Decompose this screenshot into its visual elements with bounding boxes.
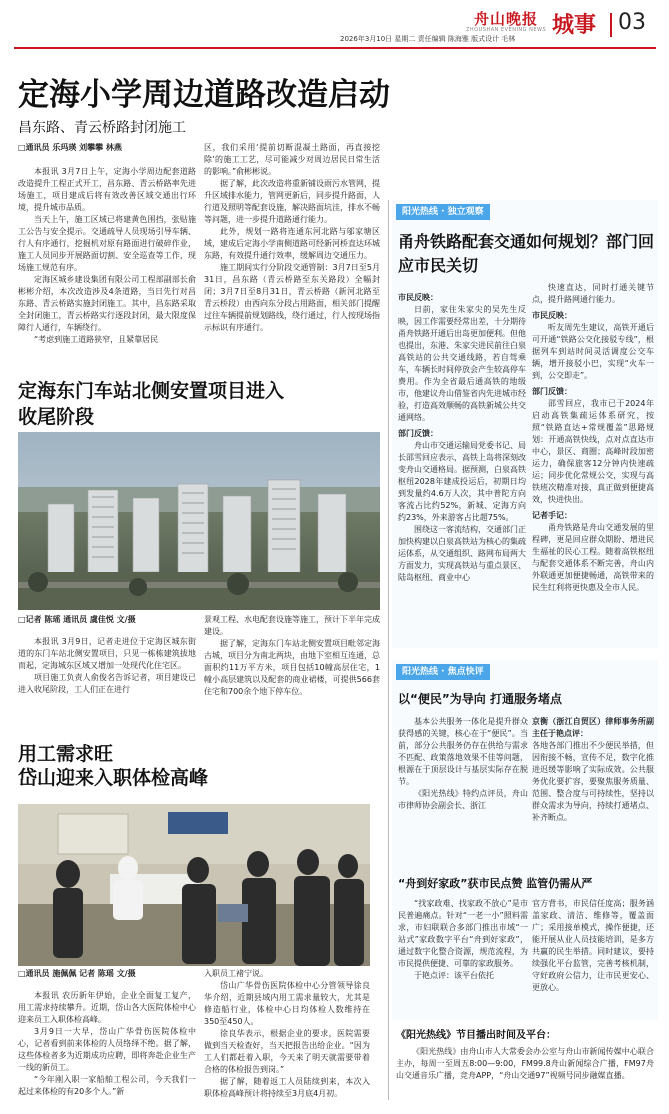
- section-tag: 阳光热线 · 焦点快评: [396, 664, 490, 680]
- paragraph: 当天上午，施工区域已将建黄色围挡，张贴施工公告与安全提示。交通疏导人员现场引导车辆、行人有序通行，挖掘机对原有路面进行破碎作业，施工人员同步开展路面切割、安全巡查等工作，现场施工规范有序。: [18, 215, 196, 272]
- right2-title: 以“便民”为导向 打通服务堵点: [398, 692, 562, 706]
- paragraph: 围绕这一客流结构，交通部门正加快构建以白泉高铁站为核心的集疏运体系，从交通组织、路网布局两大方面发力，实现高铁站与重点景区、陆岛枢纽、商业中心: [398, 525, 526, 582]
- paragraph: 入职员工褚宁说。: [204, 969, 268, 978]
- masthead-logo: 舟山晚报: [474, 10, 539, 28]
- article3-byline: □通讯员 施佩佩 记者 陈瑶 文/摄: [18, 969, 136, 978]
- paragraph: 快速直达，同时打通关键节点，提升路网通行能力。: [532, 283, 654, 304]
- broadcast-notice: [392, 1028, 658, 1108]
- masthead: [0, 0, 669, 48]
- paragraph: 岱山广华骨伤医院体检中心分管领导徐良华介绍，近期县域内用工需求量较大，尤其是修造船行业，体检中心日均体检人数维持在350至450人。: [204, 981, 370, 1026]
- paragraph: 据了解，随着返工人员陆续到来，本次入职体检高峰预计将持续至3月底4月初。: [204, 1077, 370, 1098]
- paragraph: 施工期间实行分阶段交通管制：3月7日至5月31日，昌东路（青云桥路至东关路段）全幅封闭；3月7日至8月31日，青云桥路（新河北路至青云桥段）由西向东分段占用路面，相关部门提醒过往车辆提前规划路线，绕行通过，行人按现场指示标识有序通行。: [204, 263, 380, 332]
- article3-title: 用工需求旺: [18, 743, 114, 765]
- article3-column2: [204, 968, 370, 1100]
- right2-subtitle: “舟到好家政”获市民点赞 监管仍需从严: [398, 877, 593, 890]
- paragraph: 景观工程、水电配套设施等施工，预计下半年完成建设。: [204, 615, 380, 636]
- article2-column2: [204, 614, 380, 698]
- article3-title2: 岱山迎来入职体检高峰: [18, 767, 209, 789]
- paragraph: 本报讯 农历新年伊始，企业全面复工复产，用工需求持续攀升。近期，岱山各大医院体检中心迎来员工入职体检高峰。: [18, 991, 196, 1024]
- right2-column1: [398, 716, 528, 812]
- paragraph: 于艳点评：该平台依托: [414, 971, 494, 980]
- right2-column2: [532, 716, 654, 824]
- article1-column2: [204, 142, 380, 334]
- page-number: 03: [618, 10, 646, 35]
- paragraph: 日前，家住朱家尖的吴先生反映，因工作需要经常出差，十分期待甬舟铁路开通后出岛更加便利。但他也提出，东港、朱家尖进民前往白泉高铁站的公共交通线路，若自驾乘车，车辆长时间停放会产生较高停车费用。作为全省最后通高铁的地级市，他建议舟山借鉴省内先进城市经验，打造高效顺畅的高铁新城公共交通网络。: [398, 305, 526, 422]
- masthead-logo-en: ZHOUSHAN EVENING NEWS: [466, 27, 547, 33]
- paragraph: 本报讯 3月7日上午，定海小学周边配套道路改造提升工程正式开工，昌东路、青云桥路率先进场施工，项目建成后将有效改善区域交通出行环境，提升城市品质。: [18, 167, 196, 212]
- paragraph: 项目施工负责人俞俊名告诉记者，项目建设已进入收尾阶段，工人们正在进行: [18, 673, 196, 694]
- paragraph: 各地各部门推出不少便民举措，但因衔接不畅，宣传不足，数字化推进迟缓等影响了实际成效。公共服务优化要扩容，要聚焦服务质量、范围、整合度与可持续性，坚持以群众需求为导向，持续打通堵点、补齐断点。: [532, 741, 654, 822]
- masthead-rule: [14, 47, 656, 49]
- subhead: 部门反馈：: [532, 387, 572, 396]
- paragraph: 官方背书，市民信任度高；服务涵盖家政、清洁、维修等，覆盖面广；采用接单模式，操作便捷，还能开展从业人员技能培训，是多方共赢的民生举措。同时建议，要持续强化平台监管，完善考核机制，守好政府公信力，让市民更安心、更放心。: [532, 899, 654, 992]
- construction-photo: [18, 432, 380, 610]
- right1-column2: [532, 282, 654, 594]
- paragraph: “今年刚入职一家船舶工程公司，今天我们一起过来体检的有20多个人。”新: [18, 1075, 196, 1096]
- construction-photo-image: [18, 432, 380, 610]
- paragraph: 3月9日一大早，岱山广华骨伤医院体检中心，记者看到前来体检的人员络绎不绝。据了解，这些体检者多为近期成功应聘，即将奔赴企业生产一线的新员工。: [18, 1027, 196, 1072]
- checkup-photo: [18, 804, 370, 966]
- article2-title: 定海东门车站北侧安置项目进入收尾阶段: [18, 380, 285, 428]
- masthead-divider: [610, 13, 612, 37]
- article1-column1: [18, 166, 196, 346]
- article1-title: 定海小学周边道路改造启动: [18, 77, 390, 113]
- section-name: 城事: [552, 13, 597, 38]
- section-tag: 阳光热线 · 独立观察: [396, 204, 490, 220]
- article2-byline: □记者 陈瑶 通讯员 虞佳悦 文/摄: [18, 615, 136, 624]
- paragraph: 舟山市交通运输局党委书记、局长邵雪回应表示，高铁上岛将深刻改变舟山交通格局。据预测，白泉高铁枢纽2028年建成投运后，初期日均到发量约4.6万人次，其中普陀方向客流占比约52%，新城、定海方向约23%，外来游客占比超75%。: [398, 441, 526, 522]
- paragraph: 《阳光热线》特约点评员，舟山市律师协会副会长、浙江: [398, 789, 528, 810]
- right1-column1: [398, 292, 526, 584]
- subhead: 市民反映：: [532, 311, 572, 320]
- paragraph: 《阳光热线》由舟山市人大常委会办公室与舟山市新闻传媒中心联合主办，每周一至周五8:00—9:00，FM99.8舟山新闻综合广播，FM97舟山交通音乐广播，竞舟APP，“舟山交通97”视频号同步融媒直播。: [396, 1047, 654, 1080]
- checkup-photo-image: [18, 804, 370, 966]
- dateline: 2026年3月10日 星期二 责任编辑 陈海雅 版式设计 毛林: [340, 35, 516, 43]
- paragraph: “考虑到施工道路狭窄，且紧靠居民: [34, 335, 159, 344]
- article2-column1: [18, 636, 196, 696]
- paragraph: 基本公共服务一体化是提升群众获得感的关键，核心在于“便民”。当前，部分公共服务仍存在供给与需求不匹配、政策落地效果不佳等问题，根源在于顶层设计与基层实际存在脱节。: [398, 717, 528, 786]
- paragraph: 此外，规划一路将连通东河北路与邬家塘区域，建成后定海小学南侧道路可经新河桥直达环城东路，有效提升通行效率，缓解周边交通压力。: [204, 227, 380, 260]
- paragraph: 邵雪回应，我市已于2024年启动高铁集疏运体系研究，按照“铁路直达+常规覆盖”思路规划：开通高铁快线，点对点直达市中心，景区、商圈；高峰时段加密运力，确保旅客12分钟内快速疏运；同步优化常规公交，实现与高铁班次精准对接，真正做到便捷高效，快进快出。: [532, 399, 654, 504]
- subhead: 记者手记：: [532, 511, 572, 520]
- paragraph: 据了解，此次改造将重新铺设雨污水管网，提升区域排水能力，管网更新后，同步提升路面，人行道及照明等配套设施，解决路面坑洼，排水不畅等问题，进一步提升道路通行能力。: [204, 179, 380, 224]
- right1-title: 甬舟铁路配套交通如何规划？部门回应市民关切: [398, 232, 655, 275]
- column-divider: [388, 200, 389, 1100]
- paragraph: 徐良华表示，根据企业的要求，医院需要做到当天检查好，当天把报告出给企业。“因为工人们都赶着入职，今天来了明天就需要带着合格的体检报告到岗。”: [204, 1029, 370, 1074]
- article1-byline: □通讯员 乐玛瑛 刘攀攀 林燕: [18, 143, 122, 152]
- paragraph: 听友周先生建议，高铁开通后可开通“铁路公交化接驳专线”，根据列车到站时间灵活调度公交车辆，增开接驳小巴，实现“火车一到，公交即走”。: [532, 323, 654, 380]
- paragraph: 定海区城乡建设集团有限公司工程部副部长俞彬彬介绍，本次改造涉及4条道路，当日先行对昌东路、青云桥路实施封闭施工。其中，昌东路采取全封闭施工，青云桥路实行逐段封闭，最大限度保障行人通行，车辆绕行。: [18, 275, 196, 332]
- article3-column1: [18, 990, 196, 1098]
- notice-title: 《阳光热线》节目播出时间及平台：: [396, 1030, 556, 1041]
- paragraph: 甬舟铁路是舟山交通发展的里程碑，更是回应群众期盼、增进民生福祉的民心工程。随着高铁枢纽与配套交通体系不断完善，舟山内外联通更加便捷畅通，高铁带来的民生红利将更快惠及全市人民。: [532, 523, 654, 592]
- paragraph: 据了解，定海东门车站北侧安置项目毗邻定海古城，项目分为南北两块，由地下室相互连通，总面积约11万平方米，项目包括10幢高层住宅，1幢小高层建筑以及配套的商业裙楼，可提供566套住宅和700余个地下停车位。: [204, 639, 380, 696]
- right2-sub-column1: [398, 898, 528, 982]
- notice-text: [392, 1044, 658, 1082]
- subhead: 京衡（浙江自贸区）律师事务所副主任于艳点评：: [532, 717, 654, 738]
- subhead: 部门反馈：: [398, 429, 438, 438]
- article1-subtitle: 昌东路、青云桥路封闭施工: [18, 120, 186, 136]
- subhead: 市民反映：: [398, 293, 438, 302]
- right2-sub-column2: [532, 898, 654, 994]
- paragraph: 区，我们采用‘提前切断混凝土路面，再直接挖除’的施工工艺，尽可能减少对周边居民日常生活的影响。”俞彬彬说。: [204, 143, 380, 176]
- paragraph: 本报讯 3月9日，记者走进位于定海区城东街道的东门车站北侧安置项目，只见一栋栋建筑拔地而起，定海城东区域又增加一处现代化住宅区。: [18, 637, 196, 670]
- paragraph: “找家政难、找家政不放心”是市民普遍痛点。针对“一老一小”照料需求，市妇联联合多部门推出市域“一站式”家政数字平台“舟到好家政”，通过数字化整合资源，规范流程，为市民提供便捷、可靠的家政服务。: [398, 899, 528, 968]
